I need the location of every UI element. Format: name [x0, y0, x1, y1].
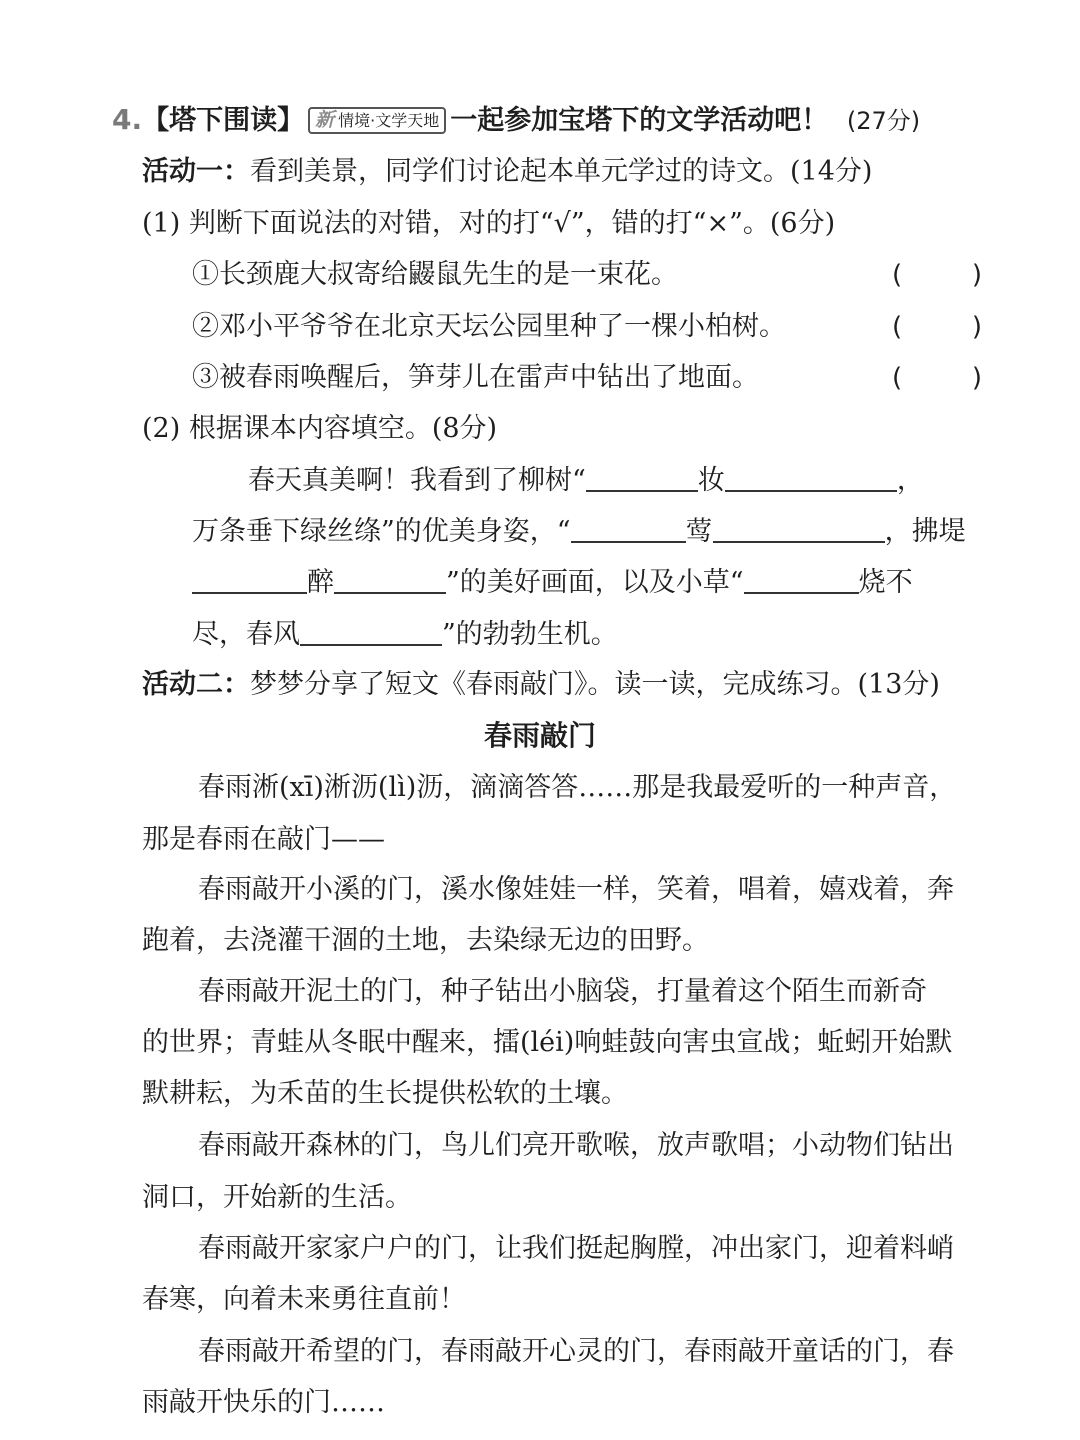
activity-one: [142, 154, 872, 190]
question-header: [112, 102, 920, 139]
passage-line: 春雨敲开小溪的门，溪水像娃娃一样，笑着，唱着，嬉戏着，奔: [198, 874, 954, 905]
fill-line-2: 万条垂下绿丝绦”的优美身姿，“ 莺 ，拂堤: [192, 513, 966, 550]
part-two-prompt: (2) 根据课本内容填空。(8分): [142, 413, 498, 444]
blank-8[interactable]: [300, 616, 442, 646]
blank-1[interactable]: [586, 462, 698, 492]
question-title: 一起参加宝塔下的文学活动吧！: [450, 105, 829, 136]
badge-text: 情境·文学天地: [338, 111, 440, 130]
part-one-prompt: (1) 判断下面说法的对错，对的打“√”，错的打“×”。(6分): [142, 208, 836, 239]
blank-2[interactable]: [725, 462, 897, 492]
fill-line-1: 春天真美啊！我看到了柳树“ 妆 ，: [248, 462, 924, 499]
passage-line: 春雨敲开森林的门，鸟儿们亮开歌喉，放声歌唱；小动物们钻出: [198, 1130, 954, 1161]
blank-3[interactable]: [571, 513, 686, 543]
judgement-item-1: ①长颈鹿大叔寄给鼹鼠先生的是一束花。: [192, 259, 678, 290]
fill-line-4: 尽，春风 ”的勃勃生机。: [192, 616, 618, 653]
activity-one-label: 活动一：: [142, 156, 250, 187]
answer-parentheses-3[interactable]: ( ): [892, 363, 982, 393]
answer-parentheses-2[interactable]: ( ): [892, 312, 982, 342]
passage-line: 默耕耘，为禾苗的生长提供松软的土壤。: [142, 1078, 628, 1109]
passage-line: 春寒，向着未来勇往直前！: [142, 1284, 466, 1315]
activity-two: [142, 667, 940, 703]
judgement-item-2: ②邓小平爷爷在北京天坛公园里种了一棵小柏树。: [192, 311, 786, 342]
fill-line-3: 醉 ”的美好画面，以及小草“ 烧不: [192, 564, 913, 601]
new-badge-mark: 新: [315, 109, 335, 131]
passage-line: 那是春雨在敲门——: [142, 824, 385, 855]
judgement-item-3: ③被春雨唤醒后，笋芽儿在雷声中钻出了地面。: [192, 362, 759, 393]
blank-5[interactable]: [192, 564, 307, 594]
blank-6[interactable]: [334, 564, 446, 594]
passage-line: 的世界；青蛙从冬眠中醒来，擂(léi)响蛙鼓向害虫宣战；蚯蚓开始默: [142, 1027, 953, 1058]
activity-one-text: 看到美景，同学们讨论起本单元学过的诗文。(14分): [250, 156, 873, 187]
blank-4[interactable]: [713, 513, 885, 543]
passage-line: 春雨敲开泥土的门，种子钻出小脑袋，打量着这个陌生而新奇: [198, 976, 927, 1007]
passage-line: 春雨淅(xī)淅沥(lì)沥，滴滴答答……那是我最爱听的一种声音，: [198, 772, 957, 803]
passage-line: 洞口，开始新的生活。: [142, 1182, 412, 1213]
question-number: 4.: [112, 103, 143, 136]
activity-two-label: 活动二：: [142, 669, 250, 700]
question-tag: 【塔下围读】: [142, 105, 305, 136]
passage-line: 春雨敲开家家户户的门，让我们挺起胸膛，冲出家门，迎着料峭: [198, 1233, 954, 1264]
passage-line: 雨敲开快乐的门……: [142, 1387, 385, 1418]
passage-line: 春雨敲开希望的门，春雨敲开心灵的门，春雨敲开童话的门，春: [198, 1336, 954, 1367]
passage-line: 跑着，去浇灌干涸的土地，去染绿无边的田野。: [142, 925, 709, 956]
activity-two-text: 梦梦分享了短文《春雨敲门》。读一读，完成练习。(13分): [250, 669, 940, 700]
question-score: (27分): [846, 107, 921, 135]
passage-title: 春雨敲门: [483, 719, 596, 752]
answer-parentheses-1[interactable]: ( ): [892, 260, 982, 290]
context-badge: [308, 107, 446, 134]
blank-7[interactable]: [744, 564, 859, 594]
